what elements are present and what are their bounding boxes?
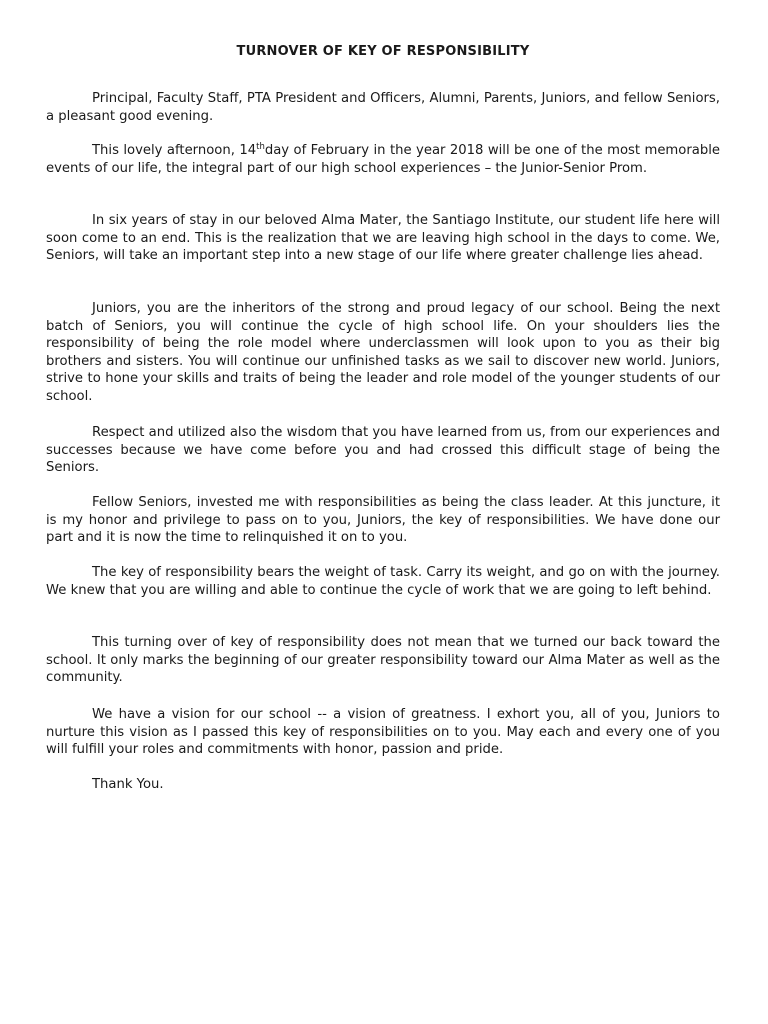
document-title: TURNOVER OF KEY OF RESPONSIBILITY <box>236 44 530 59</box>
paragraph-fellow-seniors: Fellow Seniors, invested me with responsibilities as being the class leader. At this juncture, it is my honor and privilege to pass on to you, Juniors, the key of responsibilities. We have done our part and it is now the time to relinquished it on to you. <box>46 495 720 546</box>
paragraph-wisdom: Respect and utilized also the wisdom that you have learned from us, from our experiences and successes because we have come before you and had crossed this difficult stage of being the Seniors. <box>46 425 720 476</box>
paragraph-occasion <box>46 142 720 177</box>
paragraph-juniors-legacy: Juniors, you are the inheritors of the strong and proud legacy of our school. Being the next batch of Seniors, you will continue the cycle of high school life. On your shoulders lies the responsibility of being the role model where underclassmen will look upon to you as their big brothers and sisters. You will continue our unfinished tasks as we sail to discover new world. Juniors, strive to hone your skills and traits of being the leader and role model of the younger students of our school. <box>46 301 720 404</box>
paragraph-alma-mater: In six years of stay in our beloved Alma Mater, the Santiago Institute, our student life here will soon come to an end. This is the realization that we are leaving high school in the days to come. We, Seniors, will take an important step into a new stage of our life where greater challenge lies ahead. <box>46 213 720 264</box>
paragraph-vision: We have a vision for our school -- a vision of greatness. I exhort you, all of you, Juniors to nurture this vision as I passed this key of responsibilities on to you. May each and every one of you will fulfill your roles and commitments with honor, passion and pride. <box>46 707 720 758</box>
ordinal-suffix: th <box>256 142 265 152</box>
paragraph-key-weight: The key of responsibility bears the weight of task. Carry its weight, and go on with the journey. We knew that you are willing and able to continue the cycle of work that we are going to left behind. <box>46 565 720 598</box>
document-page <box>46 0 720 792</box>
paragraph-greeting: Principal, Faculty Staff, PTA President and Officers, Alumni, Parents, Juniors, and fellow Seniors, a pleasant good evening. <box>46 91 720 124</box>
paragraph-thank-you: Thank You. <box>92 777 164 792</box>
paragraph-turning-over: This turning over of key of responsibility does not mean that we turned our back toward the school. It only marks the beginning of our greater responsibility toward our Alma Mater as well as the community. <box>46 635 720 686</box>
paragraph-occasion-start: This lovely afternoon, 14 <box>92 143 257 158</box>
paragraph-occasion-end: day of February in the year 2018 will be one of the most memorable events of our life, the integral part of our high school experiences – the Junior-Senior Prom. <box>46 143 720 176</box>
